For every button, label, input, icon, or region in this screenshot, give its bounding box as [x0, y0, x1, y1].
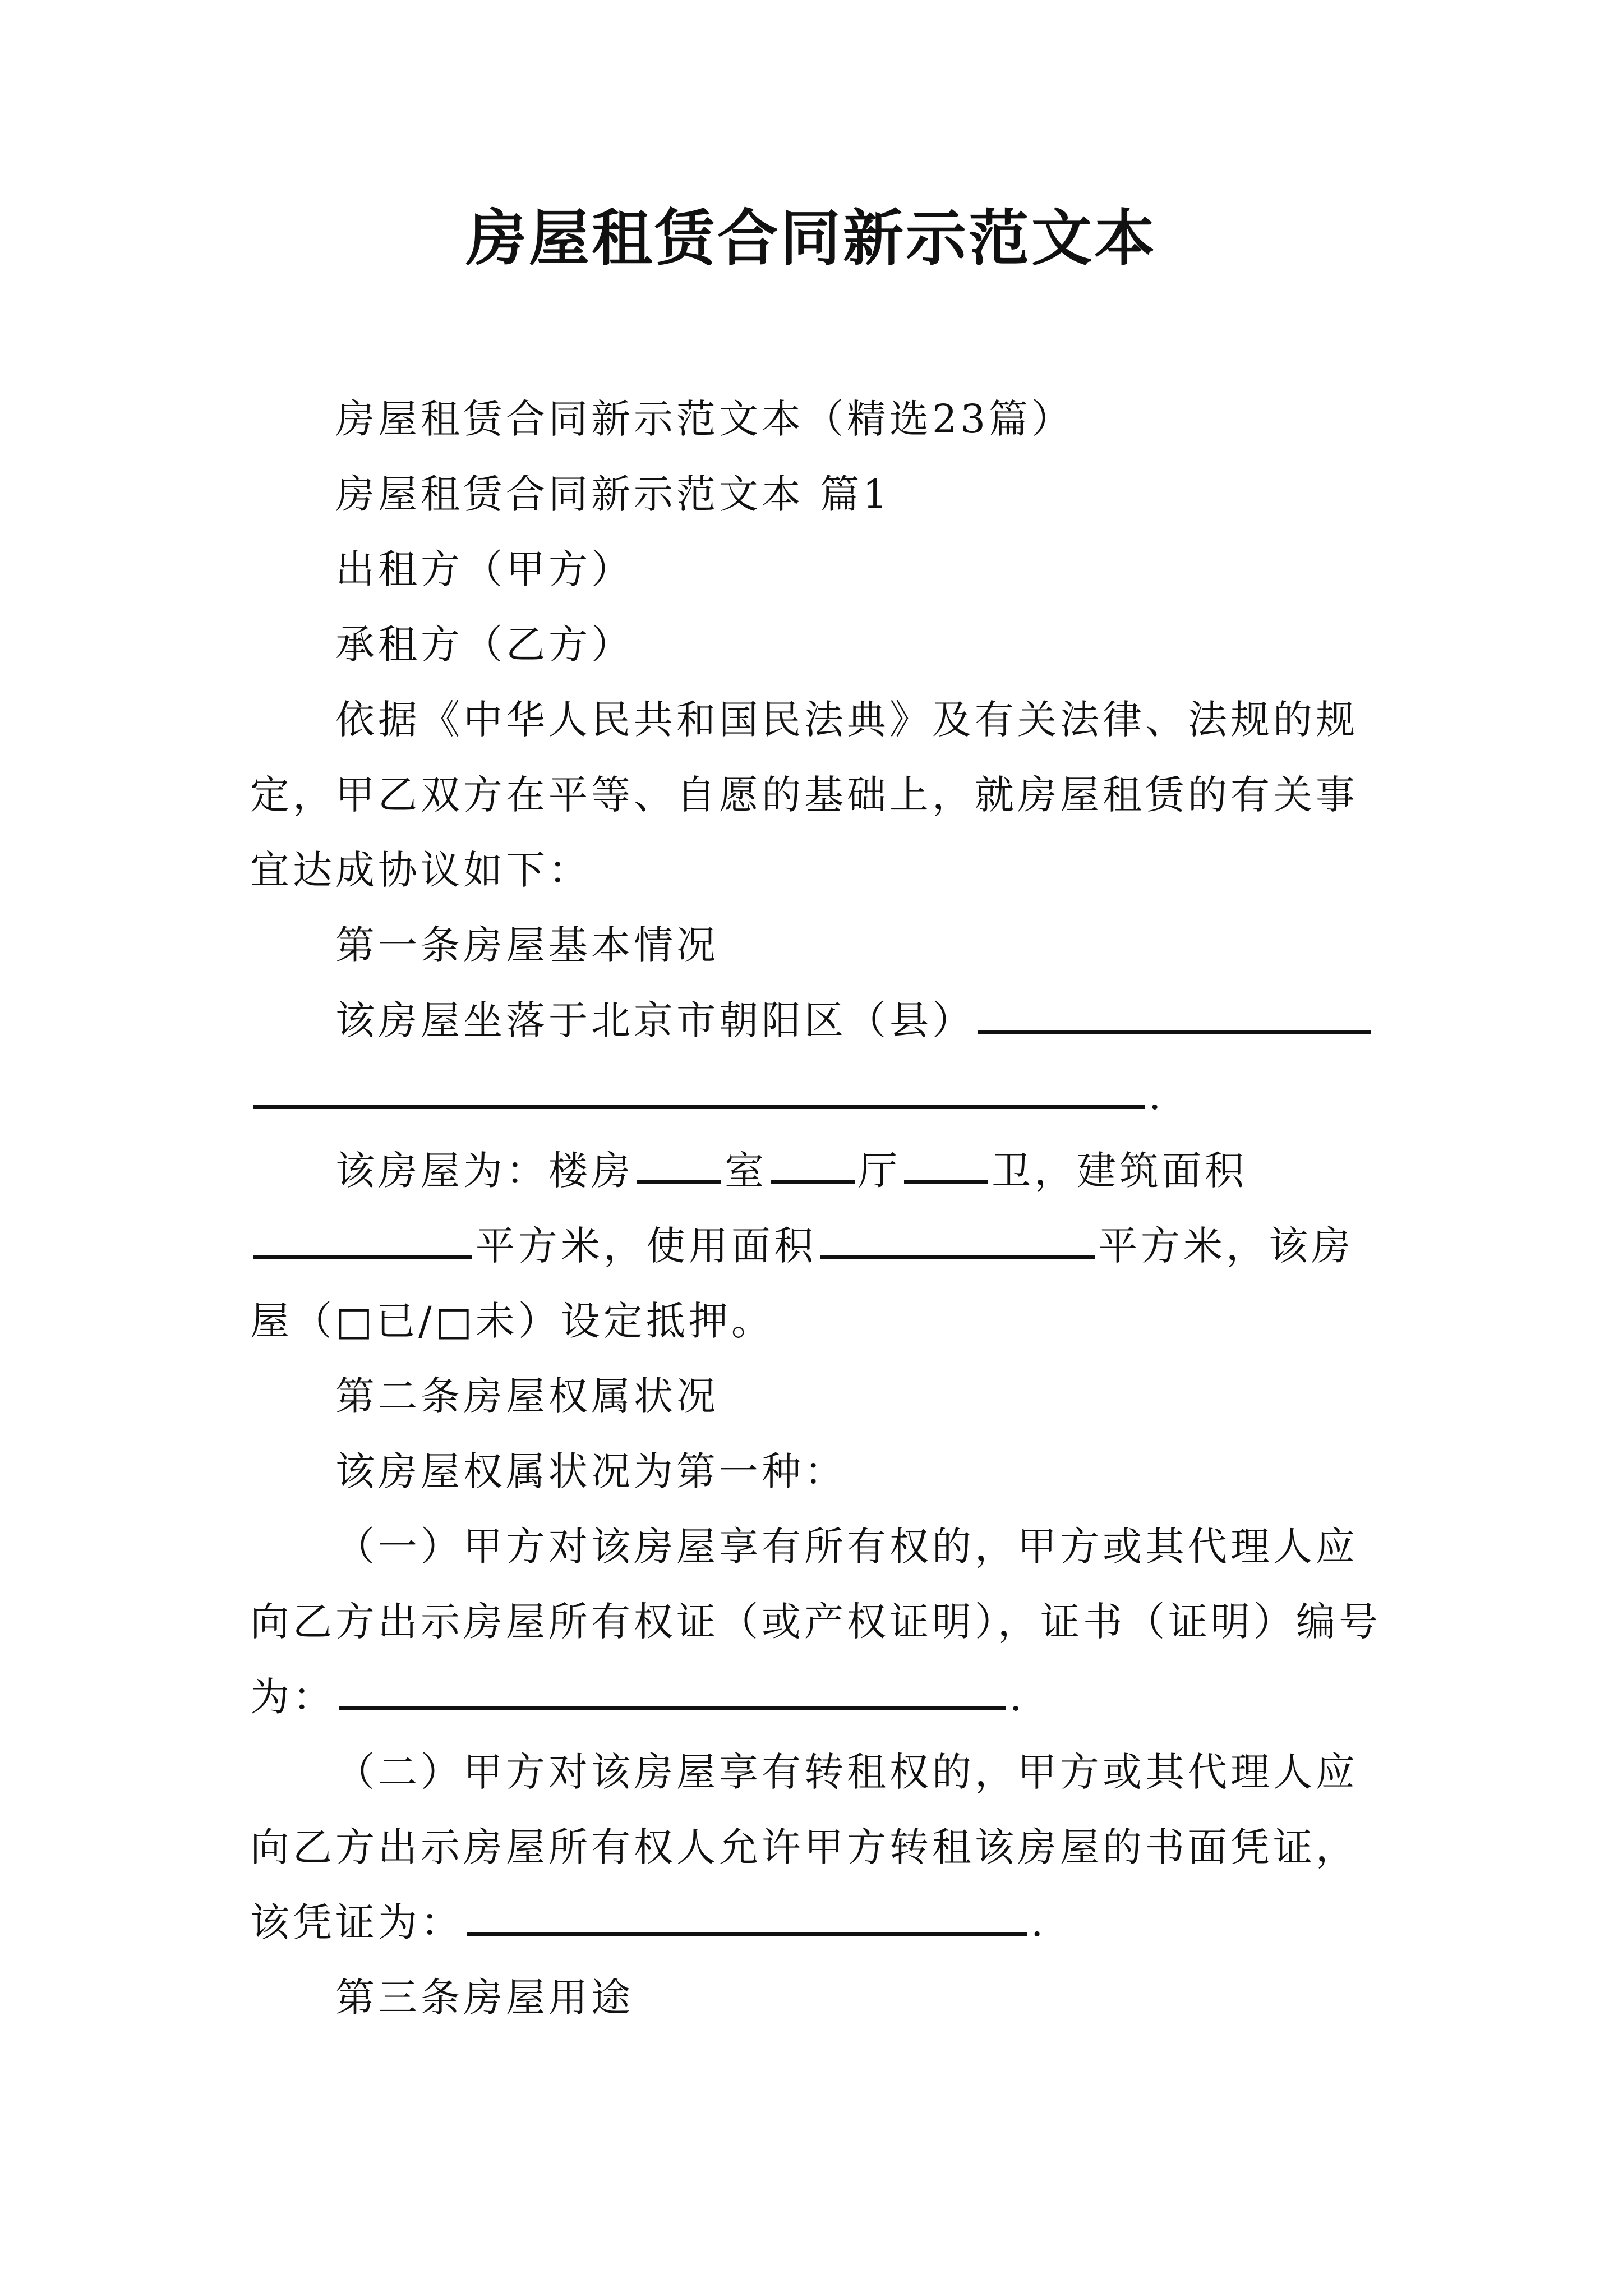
location-blank-continued	[253, 1061, 1145, 1109]
rooms-blank	[637, 1137, 721, 1184]
paragraph-article-2: 第二条房屋权属状况	[335, 1373, 719, 1419]
building-area-blank	[253, 1212, 472, 1259]
document-body	[250, 381, 1390, 2035]
paragraph-ownership-1	[250, 1509, 1390, 1734]
paragraph-section-heading: 房屋租赁合同新示范文本 篇1	[335, 471, 891, 517]
paragraph-preamble: 依据《中华人民共和国民法典》及有关法律、法规的规定，甲乙双方在平等、自愿的基础上，就房屋租赁的有关事宜达成协议如下：	[250, 697, 1358, 893]
house-type-text: 该房屋为：楼房	[335, 1148, 634, 1194]
paragraph-house-type	[250, 1133, 1390, 1359]
building-area-unit: 平方米，使用面积	[476, 1223, 817, 1269]
paragraph-subtitle: 房屋租赁合同新示范文本（精选23篇）	[335, 396, 1075, 442]
location-text: 该房屋坐落于北京市朝阳区（县）	[335, 997, 975, 1043]
paragraph-ownership-2	[250, 1734, 1390, 1960]
baths-blank	[904, 1137, 988, 1184]
usable-area-unit: 平方米，该房屋（□已/□未）设定抵押。	[250, 1223, 1354, 1344]
halls-blank	[771, 1137, 855, 1184]
location-end: .	[1149, 1073, 1165, 1119]
ownership-2-end: .	[1031, 1899, 1047, 1945]
rooms-label: 室	[725, 1148, 767, 1194]
paragraph-lessee: 承租方（乙方）	[335, 622, 634, 668]
ownership-1-text: （一）甲方对该房屋享有所有权的，甲方或其代理人应向乙方出示房屋所有权证（或产权证明），证书（证明）编号为：	[250, 1524, 1381, 1720]
usable-area-blank	[820, 1212, 1095, 1259]
ownership-2-text: （二）甲方对该房屋享有转租权的，甲方或其代理人应向乙方出示房屋所有权人允许甲方转租该房屋的书面凭证，该凭证为：	[250, 1749, 1358, 1945]
halls-label: 厅	[858, 1148, 901, 1194]
paragraph-location	[250, 983, 1390, 1133]
paragraph-lessor: 出租方（甲方）	[335, 546, 634, 592]
certificate-number-blank	[339, 1663, 1006, 1710]
paragraph-article-3: 第三条房屋用途	[335, 1975, 634, 2021]
voucher-blank	[467, 1888, 1027, 1936]
paragraph-ownership-type: 该房屋权属状况为第一种：	[335, 1448, 847, 1494]
document-title: 房屋租赁合同新示范文本	[465, 203, 1157, 274]
paragraph-article-1: 第一条房屋基本情况	[335, 922, 719, 968]
location-blank	[978, 986, 1371, 1034]
baths-label: 卫，建筑面积	[992, 1148, 1247, 1194]
ownership-1-end: .	[1009, 1674, 1026, 1720]
